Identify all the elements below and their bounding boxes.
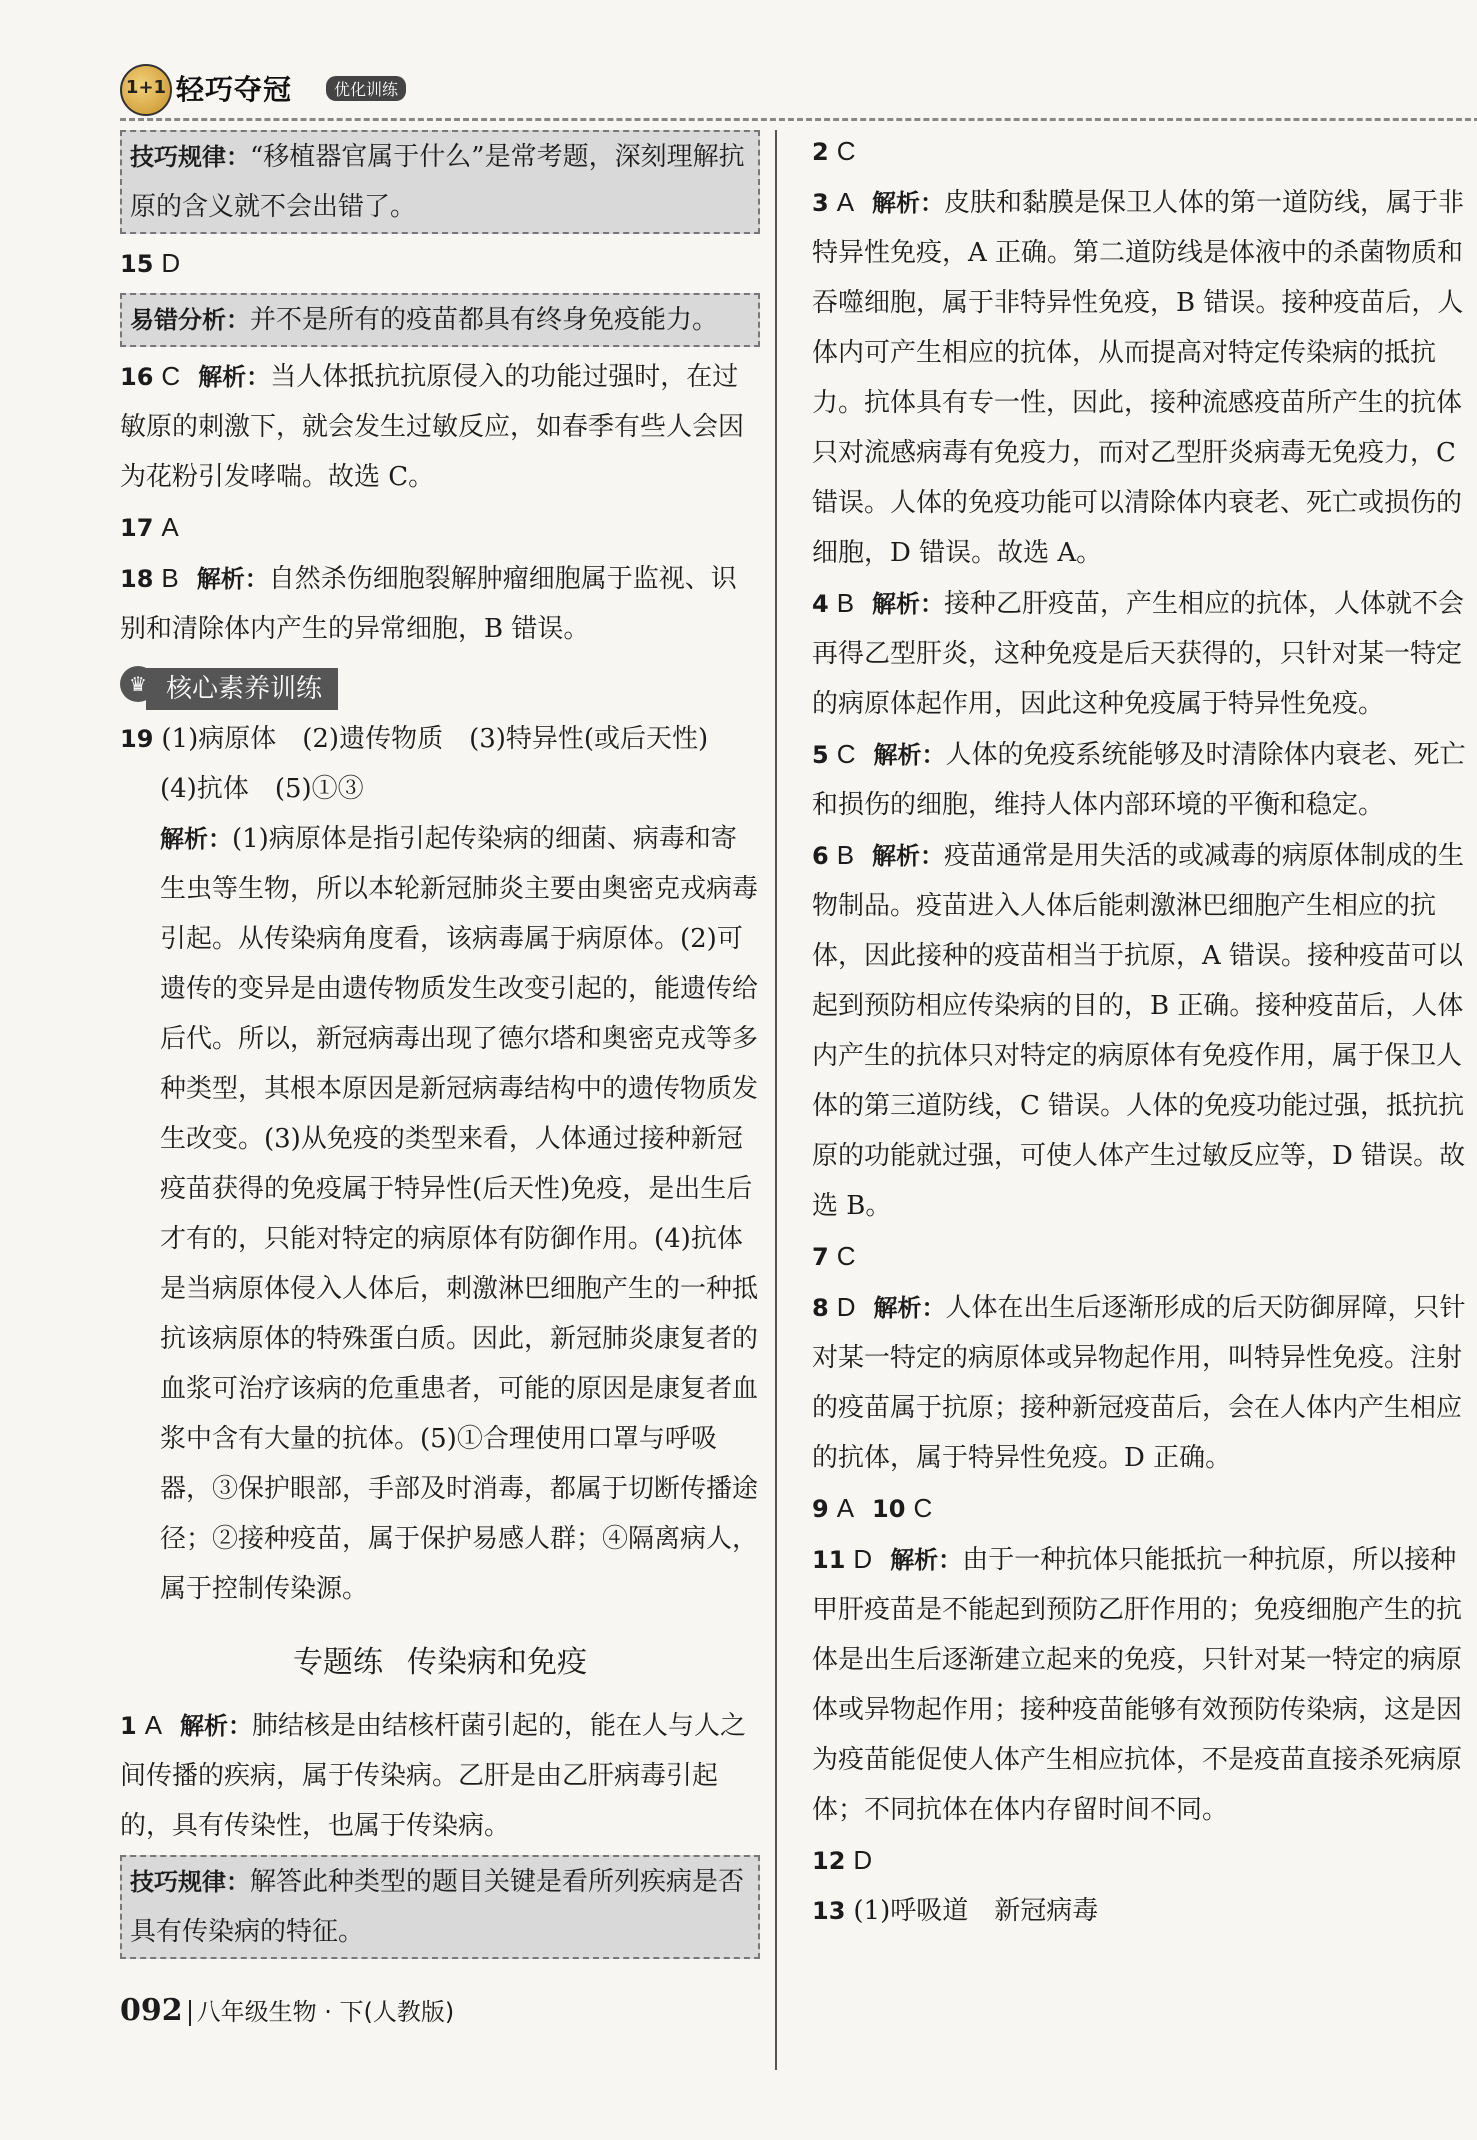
- analysis-text: (1)病原体是指引起传染病的细菌、病毒和寄生虫等生物，所以本轮新冠肺炎主要由奥密克戎病毒引起。从传染病角度看，该病毒属于病原体。(2)可遗传的变异是由遗传物质发生改变引起的，能遗传给后代。所以，新冠病毒出现了德尔塔和奥密克戎等多种类型，其根本原因是新冠病毒结构中的遗传物质发生改变。(3)从免疫的类型来看，人体通过接种新冠疫苗获得的免疫属于特异性(后天性)免疫，是出生后才有的，只能对特定的病原体有防御作用。(4)抗体是当病原体侵入人体后，刺激淋巴细胞产生的一种抵抗该病原体的特殊蛋白质。因此，新冠肺炎康复者的血浆可治疗该病的危重患者，可能的原因是康复者血浆中含有大量的抗体。(5)①合理使用口罩与呼吸器，③保护眼部，手部及时消毒，都属于切断传播途径；②接种疫苗，属于保护易感人群；④隔离病人，属于控制传染源。: [160, 824, 759, 1604]
- analysis-text: 肺结核是由结核杆菌引起的，能在人与人之间传播的疾病，属于传染病。乙肝是由乙肝病毒引起的，具有传染性，也属于传染病。: [120, 1711, 747, 1841]
- item-number: 12: [812, 1847, 846, 1875]
- analysis-tag: 解析：: [872, 590, 945, 618]
- analysis-tag: 解析：: [872, 842, 945, 870]
- answer-line: (1)病原体 (2)遗传物质 (3)特异性(或后天性): [161, 724, 709, 754]
- answer-item: [812, 1835, 1472, 1886]
- item-answer: B: [161, 563, 179, 593]
- answer-item: [120, 351, 760, 502]
- item-number: 18: [120, 565, 154, 593]
- item-answer: A: [836, 187, 855, 217]
- item-answer: D: [836, 1292, 856, 1322]
- page-header: [120, 62, 1477, 122]
- tip-text: 解答此种类型的题目关键是看所列疾病是否具有传染病的特征。: [130, 1867, 745, 1947]
- tip-tag: 技巧规律：: [130, 143, 250, 171]
- answer-line-2: [120, 764, 760, 814]
- page-footer: [120, 1992, 454, 2028]
- tip-tag: 技巧规律：: [130, 1868, 250, 1896]
- item-answer: A: [161, 512, 179, 542]
- item-answer: C: [836, 739, 856, 769]
- brand-subtitle: 优化训练: [326, 76, 406, 101]
- section-badge-label: 核心素养训练: [146, 668, 338, 710]
- item-answer: A: [144, 1710, 163, 1740]
- answer-item: [812, 1534, 1472, 1835]
- mistake-box: [120, 293, 760, 347]
- item-answer: A: [836, 1493, 855, 1523]
- analysis-text: 自然杀伤细胞裂解肿瘤细胞属于监视、识别和清除体内产生的异常细胞，B 错误。: [120, 564, 737, 644]
- analysis-text: 疫苗通常是用失活的或减毒的病原体制成的生物制品。疫苗进入人体后能刺激淋巴细胞产生相应的抗体，因此接种的疫苗相当于抗原，A 错误。接种疫苗可以起到预防相应传染病的目的，B 正确。接种疫苗后，人体内产生的抗体只对特定的病原体有免疫作用，属于保卫人体的第三道防线，C 错误。人体的免疫功能过强，抵抗抗原的功能就过强，可使人体产生过敏反应等，D 错误。故选 B。: [812, 841, 1466, 1221]
- item-answer: D: [853, 1544, 873, 1574]
- item-number: 2: [812, 138, 829, 166]
- analysis-block: [120, 814, 760, 1614]
- answer-line: (1)呼吸道 新冠病毒: [853, 1896, 1099, 1926]
- item-number: 4: [812, 590, 829, 618]
- section-badge: [120, 664, 338, 706]
- section-title: [120, 1638, 760, 1688]
- analysis-tag: 解析：: [873, 741, 946, 769]
- item-number: 7: [812, 1243, 829, 1271]
- answer-item: [120, 238, 760, 289]
- left-column: [120, 126, 760, 1963]
- logo-text: 1+1: [125, 77, 167, 98]
- item-number: 9: [812, 1495, 829, 1523]
- item-answer: B: [836, 840, 855, 870]
- answer-item: [812, 578, 1472, 729]
- item-number: 1: [120, 1712, 137, 1740]
- answer-line: (4)抗体 (5)①③: [160, 774, 364, 804]
- item-answer: C: [836, 136, 856, 166]
- answer-item: [812, 1483, 1472, 1534]
- answer-item: [812, 729, 1472, 830]
- item-number: 3: [812, 189, 829, 217]
- item-number: 17: [120, 514, 154, 542]
- item-number: 15: [120, 250, 154, 278]
- brand-logo-icon: [120, 64, 172, 116]
- item-answer: C: [913, 1493, 933, 1523]
- section-title-part: 传染病和免疫: [407, 1645, 587, 1680]
- brand-title: 轻巧夺冠: [176, 73, 293, 106]
- analysis-text: 人体的免疫系统能够及时清除体内衰老、死亡和损伤的细胞，维持人体内部环境的平衡和稳定。: [812, 740, 1466, 820]
- item-answer: D: [853, 1845, 873, 1875]
- analysis-tag: 解析：: [890, 1546, 963, 1574]
- item-number: 6: [812, 842, 829, 870]
- answer-item: [812, 177, 1472, 578]
- answer-item: [812, 126, 1472, 177]
- column-divider: [775, 130, 777, 2070]
- analysis-tag: 解析：: [160, 825, 232, 853]
- analysis-text: 接种乙肝疫苗，产生相应的抗体，人体就不会再得乙型肝炎，这种免疫是后天获得的，只针对某一特定的病原体起作用，因此这种免疫属于特异性免疫。: [812, 589, 1465, 719]
- analysis-tag: 解析：: [198, 363, 271, 391]
- answer-item: [812, 830, 1472, 1231]
- item-answer: B: [836, 588, 855, 618]
- item-number: 8: [812, 1294, 829, 1322]
- analysis-tag: 解析：: [180, 1712, 253, 1740]
- page-number: 092: [120, 1993, 183, 2028]
- tip-box: [120, 1855, 760, 1959]
- analysis-tag: 解析：: [872, 189, 945, 217]
- item-number: 16: [120, 363, 154, 391]
- section-title-part: 专题练: [293, 1645, 383, 1680]
- item-number: 5: [812, 741, 829, 769]
- answer-item: [812, 1282, 1472, 1483]
- answer-item: [120, 1700, 760, 1851]
- item-answer: C: [836, 1241, 856, 1271]
- tip-box: [120, 130, 760, 234]
- item-answer: C: [161, 361, 181, 391]
- answer-item: [120, 714, 760, 764]
- answer-item: [812, 1886, 1472, 1936]
- answer-item: [812, 1231, 1472, 1282]
- analysis-tag: 解析：: [873, 1294, 946, 1322]
- footer-divider: [189, 2000, 191, 2026]
- answer-item: [120, 502, 760, 553]
- tip-text: 并不是所有的疫苗都具有终身免疫能力。: [250, 305, 719, 335]
- tip-tag: 易错分析：: [130, 306, 250, 334]
- item-number: 10: [872, 1495, 906, 1523]
- analysis-tag: 解析：: [196, 565, 269, 593]
- item-number: 11: [812, 1546, 846, 1574]
- header-divider: [120, 118, 1477, 121]
- item-number: 19: [120, 725, 154, 753]
- tip-text: “移植器官属于什么”是常考题，深刻理解抗原的含义就不会出错了。: [130, 142, 745, 222]
- crown-icon: ♛: [120, 666, 156, 702]
- right-column: [812, 126, 1472, 1936]
- item-answer: D: [161, 248, 181, 278]
- answer-item: [120, 553, 760, 654]
- analysis-text: 皮肤和黏膜是保卫人体的第一道防线，属于非特异性免疫，A 正确。第二道防线是体液中的杀菌物质和吞噬细胞，属于非特异性免疫，B 错误。接种疫苗后，人体内可产生相应的抗体，从而提高对特定传染病的抵抗力。抗体具有专一性，因此，接种流感疫苗所产生的抗体只对流感病毒有免疫力，而对乙型肝炎病毒无免疫力，C 错误。人体的免疫功能可以清除体内衰老、死亡或损伤的细胞，D 错误。故选 A。: [812, 188, 1465, 568]
- book-title: 八年级生物 · 下(人教版): [196, 1998, 455, 2026]
- item-number: 13: [812, 1897, 846, 1925]
- analysis-text: 人体在出生后逐渐形成的后天防御屏障，只针对某一特定的病原体或异物起作用，叫特异性免疫。注射的疫苗属于抗原；接种新冠疫苗后，会在人体内产生相应的抗体，属于特异性免疫。D 正确。: [812, 1293, 1466, 1473]
- analysis-text: 由于一种抗体只能抵抗一种抗原，所以接种甲肝疫苗是不能起到预防乙肝作用的；免疫细胞产生的抗体是出生后逐渐建立起来的免疫，只针对某一特定的病原体或异物起作用；接种疫苗能够有效预防传染病，这是因为疫苗能促使人体产生相应抗体，不是疫苗直接杀死病原体；不同抗体在体内存留时间不同。: [812, 1545, 1463, 1825]
- analysis-text: 当人体抵抗抗原侵入的功能过强时，在过敏原的刺激下，就会发生过敏反应，如春季有些人会因为花粉引发哮喘。故选 C。: [120, 362, 745, 492]
